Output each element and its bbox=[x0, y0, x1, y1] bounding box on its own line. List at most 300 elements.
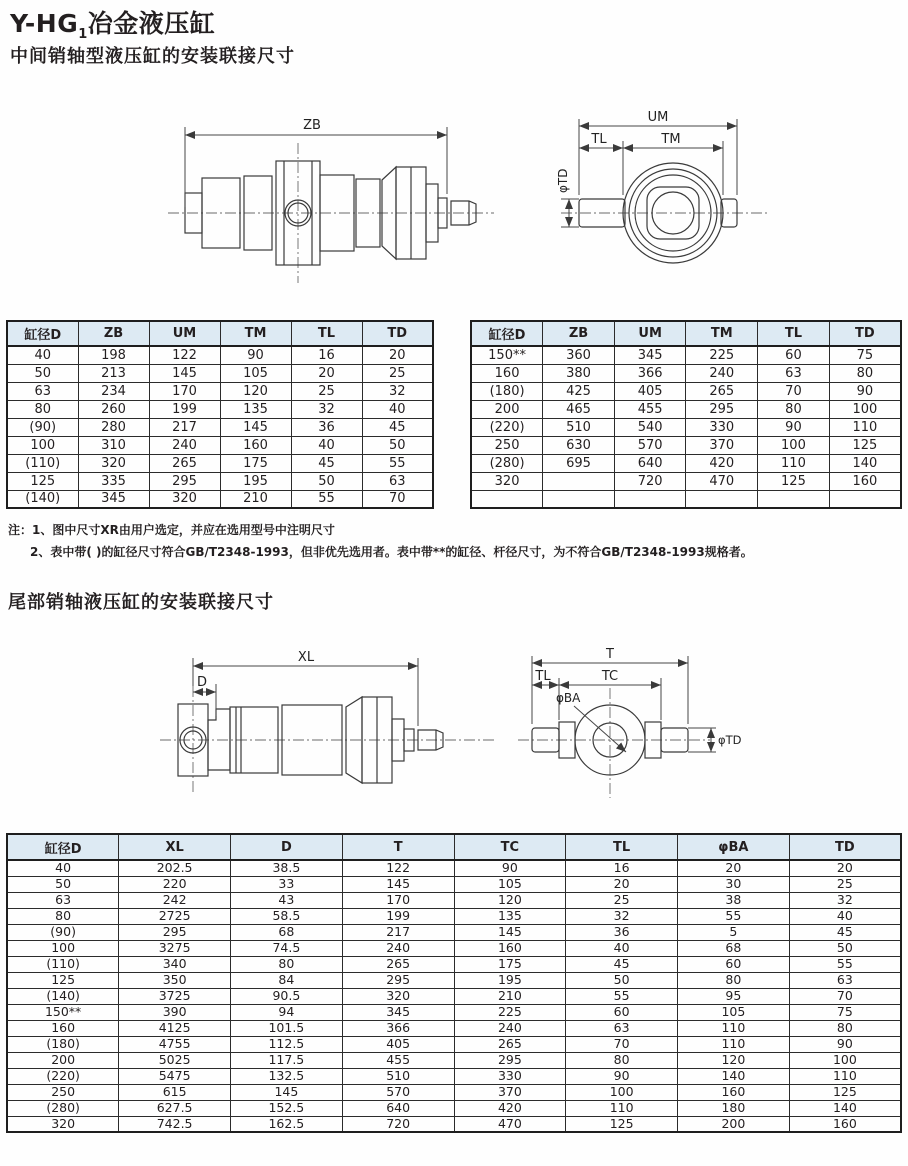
column-header: TD bbox=[829, 321, 901, 346]
figure-tail-pin-side-view bbox=[150, 630, 500, 820]
table-cell: 90.5 bbox=[231, 988, 343, 1004]
table-cell: (220) bbox=[471, 418, 543, 436]
notes bbox=[8, 520, 898, 563]
table-cell: (110) bbox=[7, 454, 78, 472]
table-cell: 112.5 bbox=[231, 1036, 343, 1052]
table-cell: 345 bbox=[78, 490, 149, 508]
table-cell: 420 bbox=[454, 1100, 566, 1116]
table-cell: 60 bbox=[758, 346, 830, 364]
table-cell: 40 bbox=[362, 400, 433, 418]
table-row bbox=[7, 1116, 901, 1132]
table-cell: 105 bbox=[454, 876, 566, 892]
table-cell: 90 bbox=[566, 1068, 678, 1084]
table-cell bbox=[471, 490, 543, 508]
column-header: ZB bbox=[78, 321, 149, 346]
table-cell: 570 bbox=[614, 436, 686, 454]
table-cell: 152.5 bbox=[231, 1100, 343, 1116]
table-cell: 40 bbox=[7, 860, 119, 876]
table-cell: 320 bbox=[342, 988, 454, 1004]
column-header: T bbox=[342, 834, 454, 860]
table-cell: 175 bbox=[454, 956, 566, 972]
table-cell: 5475 bbox=[119, 1068, 231, 1084]
table-cell: 200 bbox=[678, 1116, 790, 1132]
table-row bbox=[7, 346, 433, 364]
table-cell: (140) bbox=[7, 490, 78, 508]
table-cell: 110 bbox=[678, 1036, 790, 1052]
table-row bbox=[471, 436, 901, 454]
table-cell: 4755 bbox=[119, 1036, 231, 1052]
table-cell: 90 bbox=[454, 860, 566, 876]
table-cell: 132.5 bbox=[231, 1068, 343, 1084]
table-cell: 240 bbox=[454, 1020, 566, 1036]
table-cell: 340 bbox=[119, 956, 231, 972]
table-cell: 4125 bbox=[119, 1020, 231, 1036]
table-cell: 366 bbox=[342, 1020, 454, 1036]
table-cell: 55 bbox=[678, 908, 790, 924]
table-row bbox=[471, 454, 901, 472]
table-cell: 405 bbox=[614, 382, 686, 400]
table-cell: 40 bbox=[789, 908, 901, 924]
column-header: TL bbox=[566, 834, 678, 860]
table-cell: 330 bbox=[454, 1068, 566, 1084]
mid-trunnion-table-right bbox=[470, 320, 902, 509]
table-cell: 16 bbox=[291, 346, 362, 364]
table-cell: 122 bbox=[149, 346, 220, 364]
table-cell: 370 bbox=[454, 1084, 566, 1100]
page-title-prefix: Y-HG bbox=[10, 9, 79, 38]
column-header: TL bbox=[291, 321, 362, 346]
section1-heading: 中间销轴型液压缸的安装联接尺寸 bbox=[10, 46, 295, 67]
table-cell: 120 bbox=[454, 892, 566, 908]
table-cell: 135 bbox=[220, 400, 291, 418]
table-cell: 405 bbox=[342, 1036, 454, 1052]
table-cell: 265 bbox=[149, 454, 220, 472]
table-cell: 240 bbox=[686, 364, 758, 382]
table-cell: 70 bbox=[362, 490, 433, 508]
table-cell: 45 bbox=[789, 924, 901, 940]
table-cell: 295 bbox=[119, 924, 231, 940]
section2-heading: 尾部销轴液压缸的安装联接尺寸 bbox=[8, 592, 274, 613]
table-cell: 720 bbox=[342, 1116, 454, 1132]
table-cell: 198 bbox=[78, 346, 149, 364]
table-cell: 225 bbox=[454, 1004, 566, 1020]
table-cell: 55 bbox=[362, 454, 433, 472]
dimension-label-tc: TC bbox=[601, 669, 619, 684]
table-cell: 162.5 bbox=[231, 1116, 343, 1132]
table-cell: 40 bbox=[7, 346, 78, 364]
column-header: 缸径D bbox=[7, 834, 119, 860]
table-cell: (90) bbox=[7, 924, 119, 940]
table-cell: 695 bbox=[543, 454, 615, 472]
table-cell: 280 bbox=[78, 418, 149, 436]
table-cell: (220) bbox=[7, 1068, 119, 1084]
table-cell: 145 bbox=[220, 418, 291, 436]
table-cell: 720 bbox=[614, 472, 686, 490]
table-cell: (280) bbox=[471, 454, 543, 472]
column-header: D bbox=[231, 834, 343, 860]
table-cell: 20 bbox=[678, 860, 790, 876]
table-cell: 20 bbox=[566, 876, 678, 892]
table-cell: 125 bbox=[7, 972, 119, 988]
table-cell: 160 bbox=[471, 364, 543, 382]
table-cell: 145 bbox=[231, 1084, 343, 1100]
table-cell: 63 bbox=[758, 364, 830, 382]
table-cell: 470 bbox=[686, 472, 758, 490]
table-cell: 170 bbox=[342, 892, 454, 908]
table-cell: 25 bbox=[291, 382, 362, 400]
table-row bbox=[7, 860, 901, 876]
table-cell: (140) bbox=[7, 988, 119, 1004]
table-cell: 60 bbox=[678, 956, 790, 972]
table-cell: 160 bbox=[454, 940, 566, 956]
table-row bbox=[471, 382, 901, 400]
table-cell: 140 bbox=[678, 1068, 790, 1084]
table-cell: 94 bbox=[231, 1004, 343, 1020]
table-cell: 310 bbox=[78, 436, 149, 454]
centerlines bbox=[518, 688, 710, 798]
table-cell: 50 bbox=[789, 940, 901, 956]
table-cell: 627.5 bbox=[119, 1100, 231, 1116]
table-cell bbox=[686, 490, 758, 508]
table-cell: (180) bbox=[7, 1036, 119, 1052]
table-cell: 150** bbox=[7, 1004, 119, 1020]
table-cell: 75 bbox=[789, 1004, 901, 1020]
dimension-label-zb: ZB bbox=[303, 118, 321, 133]
table-cell: 320 bbox=[78, 454, 149, 472]
table-cell: 265 bbox=[454, 1036, 566, 1052]
table-cell: 110 bbox=[789, 1068, 901, 1084]
table-cell: 80 bbox=[758, 400, 830, 418]
table-cell: 100 bbox=[7, 940, 119, 956]
table-row bbox=[7, 876, 901, 892]
table-cell: 68 bbox=[678, 940, 790, 956]
table-cell: 160 bbox=[220, 436, 291, 454]
table-row bbox=[7, 472, 433, 490]
table-cell: 210 bbox=[220, 490, 291, 508]
table-cell: 50 bbox=[291, 472, 362, 490]
table-cell: 200 bbox=[7, 1052, 119, 1068]
table-cell: 345 bbox=[614, 346, 686, 364]
dimension-label-d: D bbox=[196, 675, 208, 690]
table-cell: 110 bbox=[829, 418, 901, 436]
table-cell: 242 bbox=[119, 892, 231, 908]
table-cell: 100 bbox=[7, 436, 78, 454]
table-row bbox=[471, 490, 901, 508]
table-cell: 70 bbox=[758, 382, 830, 400]
table-cell: 125 bbox=[829, 436, 901, 454]
table-cell: 213 bbox=[78, 364, 149, 382]
table-cell: 240 bbox=[149, 436, 220, 454]
table-cell: 390 bbox=[119, 1004, 231, 1020]
dimension-label-tm: TM bbox=[661, 132, 681, 147]
table-cell: (110) bbox=[7, 956, 119, 972]
header-row bbox=[7, 321, 433, 346]
table-cell: 117.5 bbox=[231, 1052, 343, 1068]
table-cell: 105 bbox=[220, 364, 291, 382]
table-cell: 33 bbox=[231, 876, 343, 892]
column-header: TD bbox=[362, 321, 433, 346]
table-cell: 220 bbox=[119, 876, 231, 892]
table-cell: 742.5 bbox=[119, 1116, 231, 1132]
figure-tail-pin-end-view bbox=[510, 630, 750, 820]
table-cell: 160 bbox=[789, 1116, 901, 1132]
table-cell: 630 bbox=[543, 436, 615, 454]
table-cell: 295 bbox=[454, 1052, 566, 1068]
column-header: TM bbox=[220, 321, 291, 346]
table-cell: 105 bbox=[678, 1004, 790, 1020]
table-row bbox=[7, 364, 433, 382]
table-row bbox=[7, 1036, 901, 1052]
table-cell: 63 bbox=[789, 972, 901, 988]
table-cell: 110 bbox=[758, 454, 830, 472]
table-row bbox=[7, 1004, 901, 1020]
table-cell: 55 bbox=[789, 956, 901, 972]
table-row bbox=[7, 1052, 901, 1068]
table-cell: 50 bbox=[566, 972, 678, 988]
table-cell: 615 bbox=[119, 1084, 231, 1100]
table-cell: 335 bbox=[78, 472, 149, 490]
table-cell: 366 bbox=[614, 364, 686, 382]
table-cell: 50 bbox=[7, 364, 78, 382]
table-cell: 210 bbox=[454, 988, 566, 1004]
table-cell: 170 bbox=[149, 382, 220, 400]
table-cell bbox=[829, 490, 901, 508]
table-cell: 25 bbox=[362, 364, 433, 382]
table-cell: 80 bbox=[829, 364, 901, 382]
table-cell: 100 bbox=[829, 400, 901, 418]
table-cell: 250 bbox=[7, 1084, 119, 1100]
table-row bbox=[7, 892, 901, 908]
table-row bbox=[7, 1100, 901, 1116]
table-cell: 3725 bbox=[119, 988, 231, 1004]
table-row bbox=[471, 418, 901, 436]
dimension-label-t: T bbox=[606, 647, 614, 662]
header-row bbox=[7, 834, 901, 860]
table-cell: 175 bbox=[220, 454, 291, 472]
table-row bbox=[7, 454, 433, 472]
table-cell: 38.5 bbox=[231, 860, 343, 876]
table-row bbox=[7, 956, 901, 972]
table-cell bbox=[614, 490, 686, 508]
column-header: ZB bbox=[543, 321, 615, 346]
table-cell: 350 bbox=[119, 972, 231, 988]
table-cell: 63 bbox=[7, 892, 119, 908]
table-cell: 295 bbox=[342, 972, 454, 988]
table-cell: 125 bbox=[789, 1084, 901, 1100]
table-cell: 570 bbox=[342, 1084, 454, 1100]
table-cell: 36 bbox=[566, 924, 678, 940]
dimension-xl bbox=[193, 658, 418, 726]
table-row bbox=[471, 346, 901, 364]
table-cell: 80 bbox=[566, 1052, 678, 1068]
table-cell: 30 bbox=[678, 876, 790, 892]
column-header: TL bbox=[758, 321, 830, 346]
table-cell: 60 bbox=[566, 1004, 678, 1020]
table-cell: 80 bbox=[7, 400, 78, 418]
table-cell: 160 bbox=[829, 472, 901, 490]
table-cell: 360 bbox=[543, 346, 615, 364]
table-cell: 217 bbox=[149, 418, 220, 436]
table-cell: 640 bbox=[614, 454, 686, 472]
table-cell: 455 bbox=[614, 400, 686, 418]
table-cell: 3275 bbox=[119, 940, 231, 956]
table-cell: (280) bbox=[7, 1100, 119, 1116]
table-cell: 90 bbox=[758, 418, 830, 436]
table-row bbox=[7, 972, 901, 988]
table-cell: 32 bbox=[566, 908, 678, 924]
table-row bbox=[471, 400, 901, 418]
table-cell: 140 bbox=[789, 1100, 901, 1116]
table-cell: 100 bbox=[789, 1052, 901, 1068]
table-row bbox=[7, 1084, 901, 1100]
table-cell: 45 bbox=[291, 454, 362, 472]
table-cell: 380 bbox=[543, 364, 615, 382]
table-cell: 234 bbox=[78, 382, 149, 400]
table-cell: 5025 bbox=[119, 1052, 231, 1068]
table-cell: 90 bbox=[220, 346, 291, 364]
page-title-subscript: 1 bbox=[78, 27, 88, 42]
table-cell: 217 bbox=[342, 924, 454, 940]
table-cell: 240 bbox=[342, 940, 454, 956]
table-cell bbox=[543, 490, 615, 508]
table-cell: 125 bbox=[566, 1116, 678, 1132]
table-cell: 465 bbox=[543, 400, 615, 418]
table-cell: 160 bbox=[7, 1020, 119, 1036]
table-cell: 420 bbox=[686, 454, 758, 472]
table-row bbox=[7, 940, 901, 956]
table-cell: 50 bbox=[7, 876, 119, 892]
table-cell: 295 bbox=[149, 472, 220, 490]
column-header: UM bbox=[149, 321, 220, 346]
table-cell: 75 bbox=[829, 346, 901, 364]
table-row bbox=[7, 1020, 901, 1036]
tail-pin-table bbox=[6, 833, 902, 1133]
table-cell: 40 bbox=[566, 940, 678, 956]
table-cell: 36 bbox=[291, 418, 362, 436]
table-cell: 63 bbox=[362, 472, 433, 490]
figure-mid-trunnion-end-view bbox=[555, 95, 775, 295]
mid-trunnion-table-left bbox=[6, 320, 434, 509]
table-row bbox=[7, 436, 433, 454]
table-cell: 20 bbox=[362, 346, 433, 364]
table-cell: 58.5 bbox=[231, 908, 343, 924]
table-cell: 95 bbox=[678, 988, 790, 1004]
table-cell: 122 bbox=[342, 860, 454, 876]
column-header: TC bbox=[454, 834, 566, 860]
table-cell: 32 bbox=[291, 400, 362, 418]
table-cell: 199 bbox=[149, 400, 220, 418]
figure-mid-trunnion-side-view bbox=[160, 95, 500, 295]
table-cell: 45 bbox=[566, 956, 678, 972]
table-cell: 345 bbox=[342, 1004, 454, 1020]
table-cell: 250 bbox=[471, 436, 543, 454]
table-cell: 70 bbox=[789, 988, 901, 1004]
table-cell: 125 bbox=[758, 472, 830, 490]
table-cell: 320 bbox=[149, 490, 220, 508]
table-row bbox=[7, 1068, 901, 1084]
table-row bbox=[7, 400, 433, 418]
table-cell: 540 bbox=[614, 418, 686, 436]
table-cell: 55 bbox=[566, 988, 678, 1004]
table-cell: 110 bbox=[678, 1020, 790, 1036]
table-cell: 16 bbox=[566, 860, 678, 876]
table-cell: 150** bbox=[471, 346, 543, 364]
dimension-label-phi-td: φTD bbox=[718, 733, 742, 747]
table-cell: (180) bbox=[471, 382, 543, 400]
table-cell: 5 bbox=[678, 924, 790, 940]
table-cell: 145 bbox=[342, 876, 454, 892]
table-cell: 260 bbox=[78, 400, 149, 418]
table-cell: 510 bbox=[342, 1068, 454, 1084]
table-cell: 74.5 bbox=[231, 940, 343, 956]
table-cell: 470 bbox=[454, 1116, 566, 1132]
header-row bbox=[471, 321, 901, 346]
table-cell: 20 bbox=[291, 364, 362, 382]
column-header: 缸径D bbox=[471, 321, 543, 346]
table-cell: 25 bbox=[789, 876, 901, 892]
table-cell: 295 bbox=[686, 400, 758, 418]
table-cell: 455 bbox=[342, 1052, 454, 1068]
table-cell: 80 bbox=[7, 908, 119, 924]
table-cell: 45 bbox=[362, 418, 433, 436]
table-cell: 120 bbox=[220, 382, 291, 400]
table-cell: 2725 bbox=[119, 908, 231, 924]
table-cell: 199 bbox=[342, 908, 454, 924]
dimension-label-phi-td: φTD bbox=[556, 168, 570, 193]
dimension-label-tl: TL bbox=[535, 669, 551, 684]
table-cell: 225 bbox=[686, 346, 758, 364]
table-cell bbox=[543, 472, 615, 490]
dimension-label-tl: TL bbox=[591, 132, 607, 147]
table-cell: 38 bbox=[678, 892, 790, 908]
table-cell: 55 bbox=[291, 490, 362, 508]
note-line-2: 2、表中带( )的缸径尺寸符合GB/T2348-1993，但非优先选用者。表中带**的缸径、杆径尺寸，为不符合GB/T2348-1993规格者。 bbox=[30, 544, 753, 559]
table-cell: 510 bbox=[543, 418, 615, 436]
column-header: 缸径D bbox=[7, 321, 78, 346]
dimension-label-xl: XL bbox=[297, 650, 315, 665]
table-cell bbox=[758, 490, 830, 508]
table-cell: 195 bbox=[220, 472, 291, 490]
table-cell: 265 bbox=[686, 382, 758, 400]
table-cell: 140 bbox=[829, 454, 901, 472]
table-cell: (90) bbox=[7, 418, 78, 436]
table-cell: 50 bbox=[362, 436, 433, 454]
table-cell: 202.5 bbox=[119, 860, 231, 876]
table-cell: 80 bbox=[678, 972, 790, 988]
column-header: UM bbox=[614, 321, 686, 346]
table-cell: 320 bbox=[471, 472, 543, 490]
table-cell: 32 bbox=[362, 382, 433, 400]
table-row bbox=[7, 418, 433, 436]
table-cell: 135 bbox=[454, 908, 566, 924]
table-cell: 20 bbox=[789, 860, 901, 876]
table-cell: 640 bbox=[342, 1100, 454, 1116]
column-header: TD bbox=[789, 834, 901, 860]
table-cell: 101.5 bbox=[231, 1020, 343, 1036]
table-cell: 265 bbox=[342, 956, 454, 972]
table-cell: 32 bbox=[789, 892, 901, 908]
table-cell: 40 bbox=[291, 436, 362, 454]
table-cell: 90 bbox=[829, 382, 901, 400]
table-row bbox=[7, 490, 433, 508]
table-cell: 84 bbox=[231, 972, 343, 988]
table-cell: 145 bbox=[149, 364, 220, 382]
page-title-suffix: 冶金液压缸 bbox=[87, 9, 216, 38]
table-cell: 90 bbox=[789, 1036, 901, 1052]
table-cell: 425 bbox=[543, 382, 615, 400]
table-cell: 120 bbox=[678, 1052, 790, 1068]
table-cell: 110 bbox=[566, 1100, 678, 1116]
